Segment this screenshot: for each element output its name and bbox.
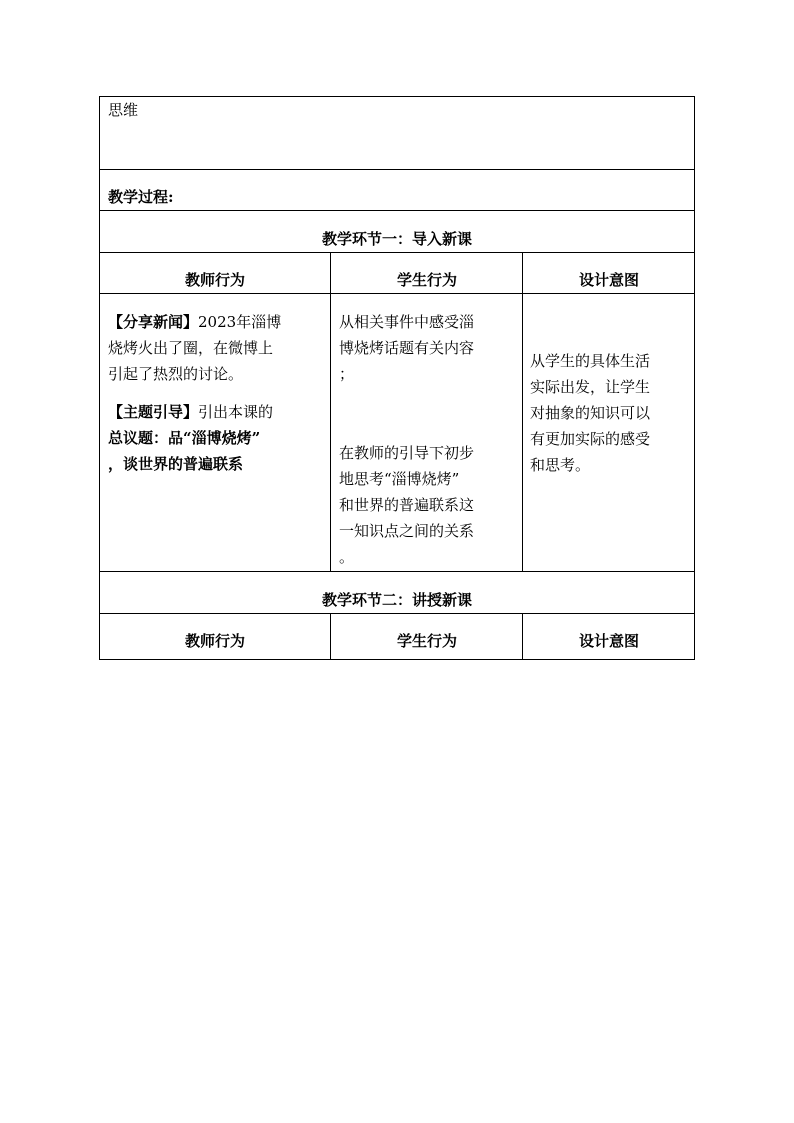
table-border-top: [99, 96, 695, 97]
section1-title: 教学环节一：导入新课: [321, 230, 472, 248]
table-border-left: [99, 96, 100, 660]
theme-line2: 总议题：品“淄博烧烤”: [108, 429, 261, 447]
theme-line1: 引出本课的: [198, 403, 274, 421]
spacer: [339, 387, 521, 440]
header-intent: 设计意图: [578, 271, 639, 289]
table-border-bottom: [99, 659, 695, 660]
intent-line: 从学生的具体生活: [530, 352, 651, 370]
intent-line: 对抽象的知识可以: [530, 404, 651, 422]
table-border-right: [694, 96, 695, 660]
news-line2: 烧烤火出了圈，在微博上: [108, 339, 274, 357]
process-label: 教学过程:: [108, 188, 174, 206]
student-line: 在教师的引导下初步: [339, 444, 475, 462]
student-line: 。: [339, 548, 355, 566]
intent-line: 实际出发，让学生: [530, 378, 651, 396]
student-line: 从相关事件中感受淄: [339, 313, 475, 331]
row-divider: [99, 169, 695, 170]
row-divider: [99, 293, 695, 294]
header-student: 学生行为: [396, 271, 457, 289]
row-divider: [99, 571, 695, 572]
student-line: ；: [339, 365, 355, 383]
student-line: 博烧烤话题有关内容: [339, 339, 475, 357]
header-teacher: 教师行为: [184, 632, 245, 650]
header-student: 学生行为: [396, 632, 457, 650]
theme-paragraph: [108, 399, 328, 477]
student-line: 和世界的普遍联系这: [339, 496, 475, 514]
section2-title: 教学环节二：讲授新课: [321, 591, 472, 609]
column-divider: [522, 252, 523, 572]
student-cell: [339, 309, 521, 570]
news-line1: 2023年淄博: [198, 313, 282, 331]
row-divider: [99, 252, 695, 253]
intent-line: 和思考。: [530, 456, 591, 474]
theme-tag: 【主题引导】: [108, 403, 199, 421]
news-line3: 引起了热烈的讨论。: [108, 365, 244, 383]
column-divider: [330, 252, 331, 572]
news-paragraph: [108, 309, 328, 387]
header-intent: 设计意图: [578, 632, 639, 650]
intent-cell: [530, 348, 692, 478]
theme-line3: ，谈世界的普遍联系: [108, 455, 244, 473]
student-line: 一知识点之间的关系: [339, 522, 475, 540]
student-line: 地思考“淄博烧烤”: [339, 470, 460, 488]
intent-line: 有更加实际的感受: [530, 430, 651, 448]
header-teacher: 教师行为: [184, 271, 245, 289]
news-tag: 【分享新闻】: [108, 313, 199, 331]
teacher-cell: [108, 309, 328, 477]
top-row-text: 思维: [108, 101, 139, 119]
row-divider: [99, 613, 695, 614]
row-divider: [99, 210, 695, 211]
